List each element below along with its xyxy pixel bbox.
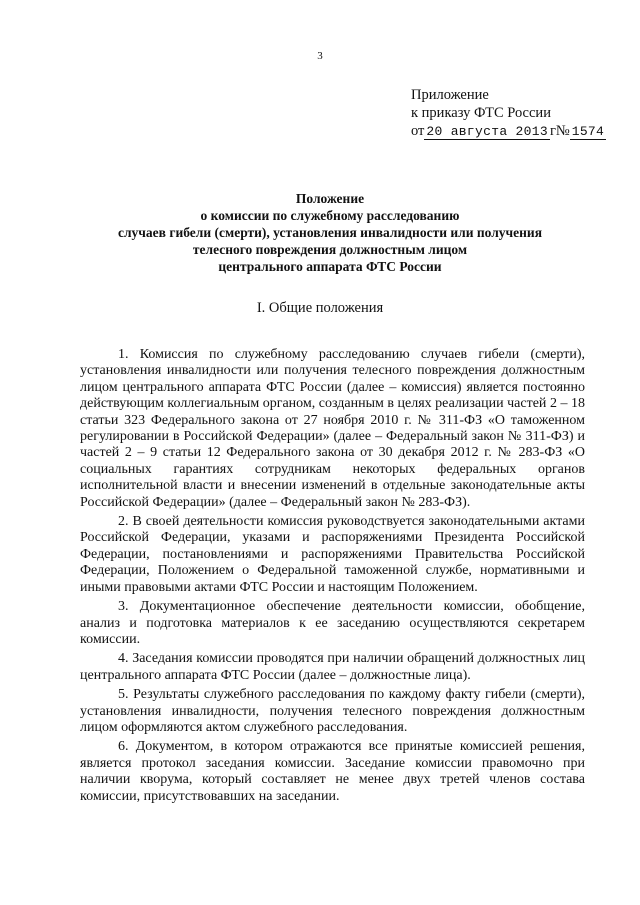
paragraph-4: 4. Заседания комиссии проводятся при наличии обращений должностных лиц центрального аппарата ФТС России (далее – должностные лица). — [80, 651, 585, 683]
appendix-block — [411, 86, 606, 141]
appendix-label: Приложение — [411, 87, 489, 103]
order-number: 1574 — [571, 124, 605, 139]
paragraph-2: 2. В своей деятельности комиссия руководствуется законодательными актами Российской Федерации, указами и распоряжениями Президента Российской Федерации, постановлениями и распоряжениями Правительства Российской Федерации, Положением о Федеральной таможенной службе, нормативными и иными правовыми актами ФТС России и настоящим Положением. — [80, 514, 585, 595]
title-line: телесного повреждения должностным лицом — [192, 242, 468, 257]
paragraph-1: 1. Комиссия по служебному расследованию случаев гибели (смерти), установления инвалидности или получения телесного повреждения должностным лицом центрального аппарата ФТС России (далее – комиссия) является постоянно действующим коллегиальным органом, созданным в целях реализации частей 2 – 18 статьи 323 Федерального закона от 27 ноября 2010 г. № 311-ФЗ «О таможенном регулировании в Российской Федерации» (далее – Федеральный закон № 311-ФЗ) и частей 2 – 9 статьи 12 Федерального закона от 30 декабря 2012 г. № 283-ФЗ «О социальных гарантиях сотрудникам некоторых федеральных органов исполнительной власти и внесении изменений в отдельные законодательные акты Российской Федерации» (далее – Федеральный закон № 283-ФЗ). — [80, 347, 585, 510]
date-prefix: от — [411, 123, 425, 139]
order-date: 20 августа 2013 — [426, 124, 548, 139]
title-line: о комиссии по служебному расследованию — [200, 208, 460, 223]
paragraph-5: 5. Результаты служебного расследования по каждому факту гибели (смерти), установления инвалидности, получения телесного повреждения должностным лицом оформляются актом служебного расследования. — [80, 687, 585, 735]
paragraph-3: 3. Документационное обеспечение деятельности комиссии, обобщение, анализ и подготовка материалов к ее заседанию осуществляются секретарем комиссии. — [80, 599, 585, 647]
document-body — [80, 347, 585, 808]
section-heading: I. Общие положения — [256, 300, 384, 316]
page-number: 3 — [317, 50, 323, 62]
paragraph-6: 6. Документом, в котором отражаются все принятые комиссией решения, является протокол заседания комиссии. Заседание комиссии правомочно при наличии кворума, который составляет не менее двух третей членов состава комиссии, присутствовавших на заседании. — [80, 739, 585, 804]
appendix-date-line — [411, 122, 606, 141]
title-line: случаев гибели (смерти), установления инвалидности или получения — [117, 225, 543, 240]
title-line: центрального аппарата ФТС России — [218, 259, 442, 274]
number-prefix: г№ — [549, 123, 570, 139]
appendix-order-ref: к приказу ФТС России — [411, 105, 551, 121]
document-title — [80, 190, 580, 275]
title-line: Положение — [295, 191, 365, 206]
